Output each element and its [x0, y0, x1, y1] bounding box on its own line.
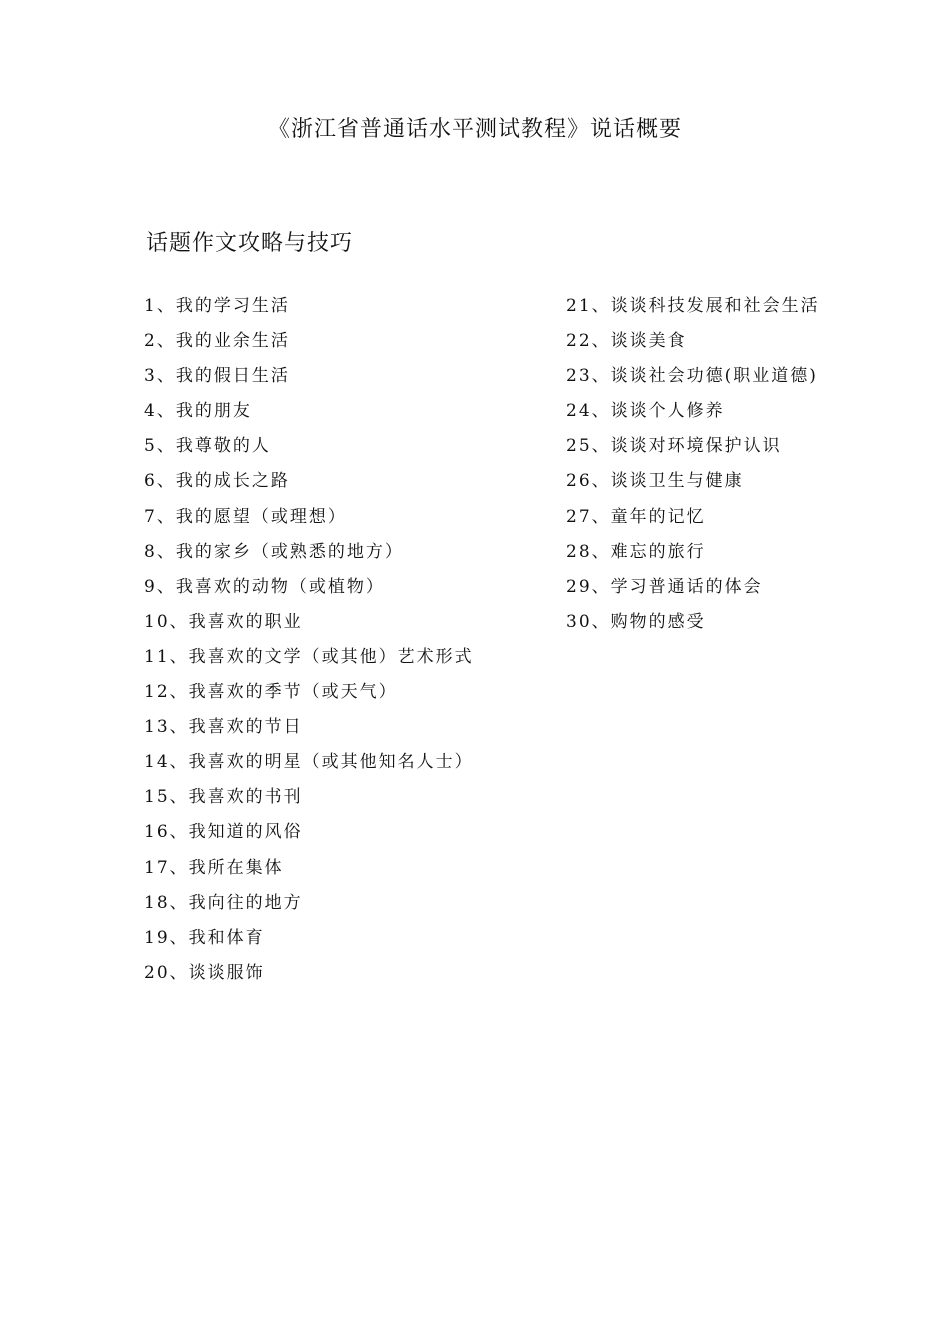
topic-item-3: 3、我的假日生活 — [144, 366, 290, 387]
topic-item-10: 10、我喜欢的职业 — [144, 611, 303, 632]
topic-item-2: 2、我的业余生活 — [144, 331, 290, 352]
topic-item-7: 7、我的愿望（或理想） — [144, 506, 347, 527]
topic-item-27: 27、童年的记忆 — [566, 506, 706, 527]
topic-item-8: 8、我的家乡（或熟悉的地方） — [144, 541, 404, 562]
topic-item-9: 9、我喜欢的动物（或植物） — [144, 576, 385, 597]
topic-item-28: 28、难忘的旅行 — [566, 541, 706, 562]
topic-item-6: 6、我的成长之路 — [144, 471, 290, 492]
topic-item-17: 17、我所在集体 — [144, 857, 284, 878]
topic-item-18: 18、我向往的地方 — [144, 892, 303, 913]
topic-item-24: 24、谈谈个人修养 — [566, 401, 725, 422]
topic-item-1: 1、我的学习生活 — [144, 296, 290, 316]
topic-item-22: 22、谈谈美食 — [566, 331, 687, 352]
topic-item-29: 29、学习普通话的体会 — [566, 576, 763, 597]
topic-item-16: 16、我知道的风俗 — [144, 822, 303, 843]
topic-item-5: 5、我尊敬的人 — [144, 436, 271, 457]
topic-item-14: 14、我喜欢的明星（或其他知名人士） — [144, 752, 474, 773]
topic-item-19: 19、我和体育 — [144, 927, 265, 948]
topic-item-12: 12、我喜欢的季节（或天气） — [144, 682, 398, 703]
topic-list-right — [566, 289, 926, 640]
document-title: 《浙江省普通话水平测试教程》说话概要 — [267, 117, 682, 142]
section-heading: 话题作文攻略与技巧 — [146, 231, 354, 256]
topic-item-20: 20、谈谈服饰 — [144, 962, 265, 983]
topic-item-21: 21、谈谈科技发展和社会生活 — [566, 296, 820, 316]
topic-item-26: 26、谈谈卫生与健康 — [566, 471, 744, 492]
topic-item-23: 23、谈谈社会功德(职业道德) — [566, 366, 818, 387]
topic-list-left — [144, 289, 544, 991]
topic-item-13: 13、我喜欢的节日 — [144, 717, 303, 738]
topic-item-25: 25、谈谈对环境保护认识 — [566, 436, 782, 457]
topic-item-4: 4、我的朋友 — [144, 401, 252, 422]
topic-item-11: 11、我喜欢的文学（或其他）艺术形式 — [144, 646, 474, 667]
topic-item-15: 15、我喜欢的书刊 — [144, 787, 303, 808]
topic-item-30: 30、购物的感受 — [566, 611, 706, 632]
